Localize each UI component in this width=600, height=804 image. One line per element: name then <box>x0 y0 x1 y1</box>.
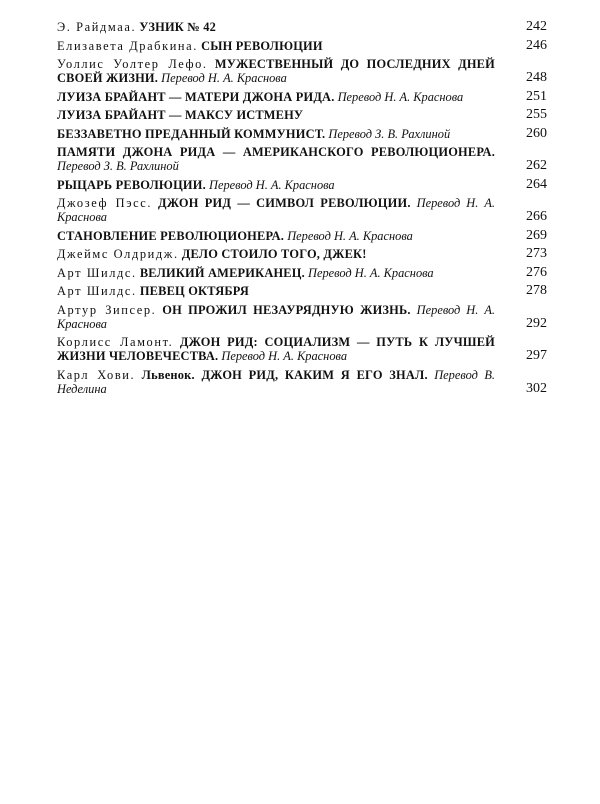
entry-author: Уоллис Уолтер Лефо. <box>57 57 208 71</box>
entry-page-number: 248 <box>526 70 547 85</box>
entry-title: ВЕЛИКИЙ АМЕРИКАНЕЦ. <box>139 265 305 280</box>
entry-title: ДЕЛО СТОИЛО ТОГО, ДЖЕК! <box>181 247 367 261</box>
toc-entry <box>57 90 547 104</box>
entry-title: ДЖОН РИД: СОЦИАЛИЗМ — ПУТЬ К ЛУЧШЕЙ ЖИЗНИ ЧЕЛОВЕЧЕСТВА. <box>57 335 496 363</box>
entry-page-number: 278 <box>526 283 547 298</box>
toc-entry-text <box>57 229 507 243</box>
toc-entry <box>57 178 547 192</box>
entry-title: ОН ПРОЖИЛ НЕЗАУРЯДНУЮ ЖИЗНЬ. <box>162 302 411 317</box>
entry-title: ЛУИЗА БРАЙАНТ — МАТЕРИ ДЖОНА РИДА. <box>57 89 335 104</box>
entry-translator: Перевод Н. А. Краснова <box>221 349 348 363</box>
entry-translator: Перевод Н. А. Краснова <box>161 71 287 85</box>
entry-title: УЗНИК № 42 <box>139 20 217 34</box>
toc-entry-text <box>57 145 507 173</box>
toc-entry <box>57 229 547 243</box>
entry-page-number: 255 <box>526 107 547 122</box>
entry-page-number: 246 <box>526 37 547 53</box>
entry-title: ПЕВЕЦ ОКТЯБРЯ <box>139 284 250 298</box>
entry-title: БЕЗЗАВЕТНО ПРЕДАННЫЙ КОММУНИСТ. <box>57 126 326 141</box>
toc-entry <box>57 39 547 53</box>
toc-entry-text <box>57 303 507 331</box>
entry-title: СТАНОВЛЕНИЕ РЕВОЛЮЦИОНЕРА. <box>57 228 285 243</box>
toc-entry-text <box>57 196 507 224</box>
entry-translator: Перевод В. Неделина <box>57 367 495 396</box>
entry-author: Елизавета Драбкина. <box>57 38 198 53</box>
entry-translator: Перевод Н. А. Краснова <box>337 89 464 104</box>
entry-translator: Перевод Н. А. Краснова <box>57 196 495 224</box>
toc-entry <box>57 20 547 34</box>
entry-title: СЫН РЕВОЛЮЦИИ <box>201 38 323 53</box>
toc-entry <box>57 247 547 261</box>
entry-title: Львенок. ДЖОН РИД, КАКИМ Я ЕГО ЗНАЛ. <box>141 367 428 382</box>
toc-entry-text <box>57 90 507 104</box>
entry-translator: Перевод З. В. Рахлиной <box>328 126 451 141</box>
entry-author: Арт Шилдс. <box>57 284 137 298</box>
entry-page-number: 260 <box>526 125 547 141</box>
entry-author: Карл Хови. <box>57 367 136 382</box>
entry-page-number: 262 <box>526 158 547 173</box>
toc-entry <box>57 303 547 331</box>
entry-page-number: 276 <box>526 264 547 280</box>
toc-entry-text <box>57 368 507 396</box>
toc-entry <box>57 145 547 173</box>
toc-entry <box>57 196 547 224</box>
entry-title: РЫЦАРЬ РЕВОЛЮЦИИ. <box>57 177 206 192</box>
entry-title: МУЖЕСТВЕННЫЙ ДО ПОСЛЕДНИХ ДНЕЙ СВОЕЙ ЖИЗНИ. <box>57 57 495 85</box>
toc-entry-text <box>57 20 507 34</box>
toc-entry-text <box>57 108 507 122</box>
entry-page-number: 292 <box>526 315 547 331</box>
toc-entry <box>57 57 547 85</box>
table-of-contents <box>57 20 547 400</box>
entry-author: Арт Шилдс. <box>57 265 137 280</box>
entry-page-number: 242 <box>526 19 547 34</box>
toc-entry-text <box>57 247 507 261</box>
toc-entry <box>57 127 547 141</box>
entry-page-number: 302 <box>526 380 547 396</box>
entry-author: Джозеф Пэсс. <box>57 196 153 210</box>
toc-entry-text <box>57 57 507 85</box>
toc-entry <box>57 266 547 280</box>
toc-entry-text <box>57 127 507 141</box>
entry-title: ЛУИЗА БРАЙАНТ — МАКСУ ИСТМЕНУ <box>57 108 304 122</box>
toc-entry <box>57 335 547 363</box>
entry-author: Артур Зипсер. <box>57 302 157 317</box>
toc-entry <box>57 368 547 396</box>
toc-entry-text <box>57 178 507 192</box>
entry-author: Корлисс Ламонт. <box>57 335 174 349</box>
entry-translator: Перевод Н. А. Краснова <box>57 302 495 331</box>
entry-page-number: 264 <box>526 176 547 192</box>
entry-page-number: 266 <box>526 209 547 224</box>
entry-translator: Перевод Н. А. Краснова <box>287 228 413 243</box>
toc-entry-text <box>57 39 507 53</box>
entry-translator: Перевод З. В. Рахлиной <box>57 159 179 173</box>
entry-title: ПАМЯТИ ДЖОНА РИДА — АМЕРИКАНСКОГО РЕВОЛЮЦИОНЕРА. <box>57 145 495 159</box>
entry-author: Джеймс Олдридж. <box>57 247 179 261</box>
toc-entry-text <box>57 266 507 280</box>
entry-translator: Перевод Н. А. Краснова <box>308 265 434 280</box>
entry-author: Э. Райдмаа. <box>57 20 137 34</box>
toc-entry <box>57 284 547 298</box>
entry-page-number: 297 <box>526 348 547 363</box>
entry-title: ДЖОН РИД — СИМВОЛ РЕВОЛЮЦИИ. <box>158 196 411 210</box>
toc-entry-text <box>57 335 507 363</box>
entry-page-number: 251 <box>526 88 547 104</box>
entry-page-number: 273 <box>526 246 547 261</box>
toc-entry-text <box>57 284 507 298</box>
entry-page-number: 269 <box>526 227 547 243</box>
entry-translator: Перевод Н. А. Краснова <box>209 177 335 192</box>
toc-entry <box>57 108 547 122</box>
